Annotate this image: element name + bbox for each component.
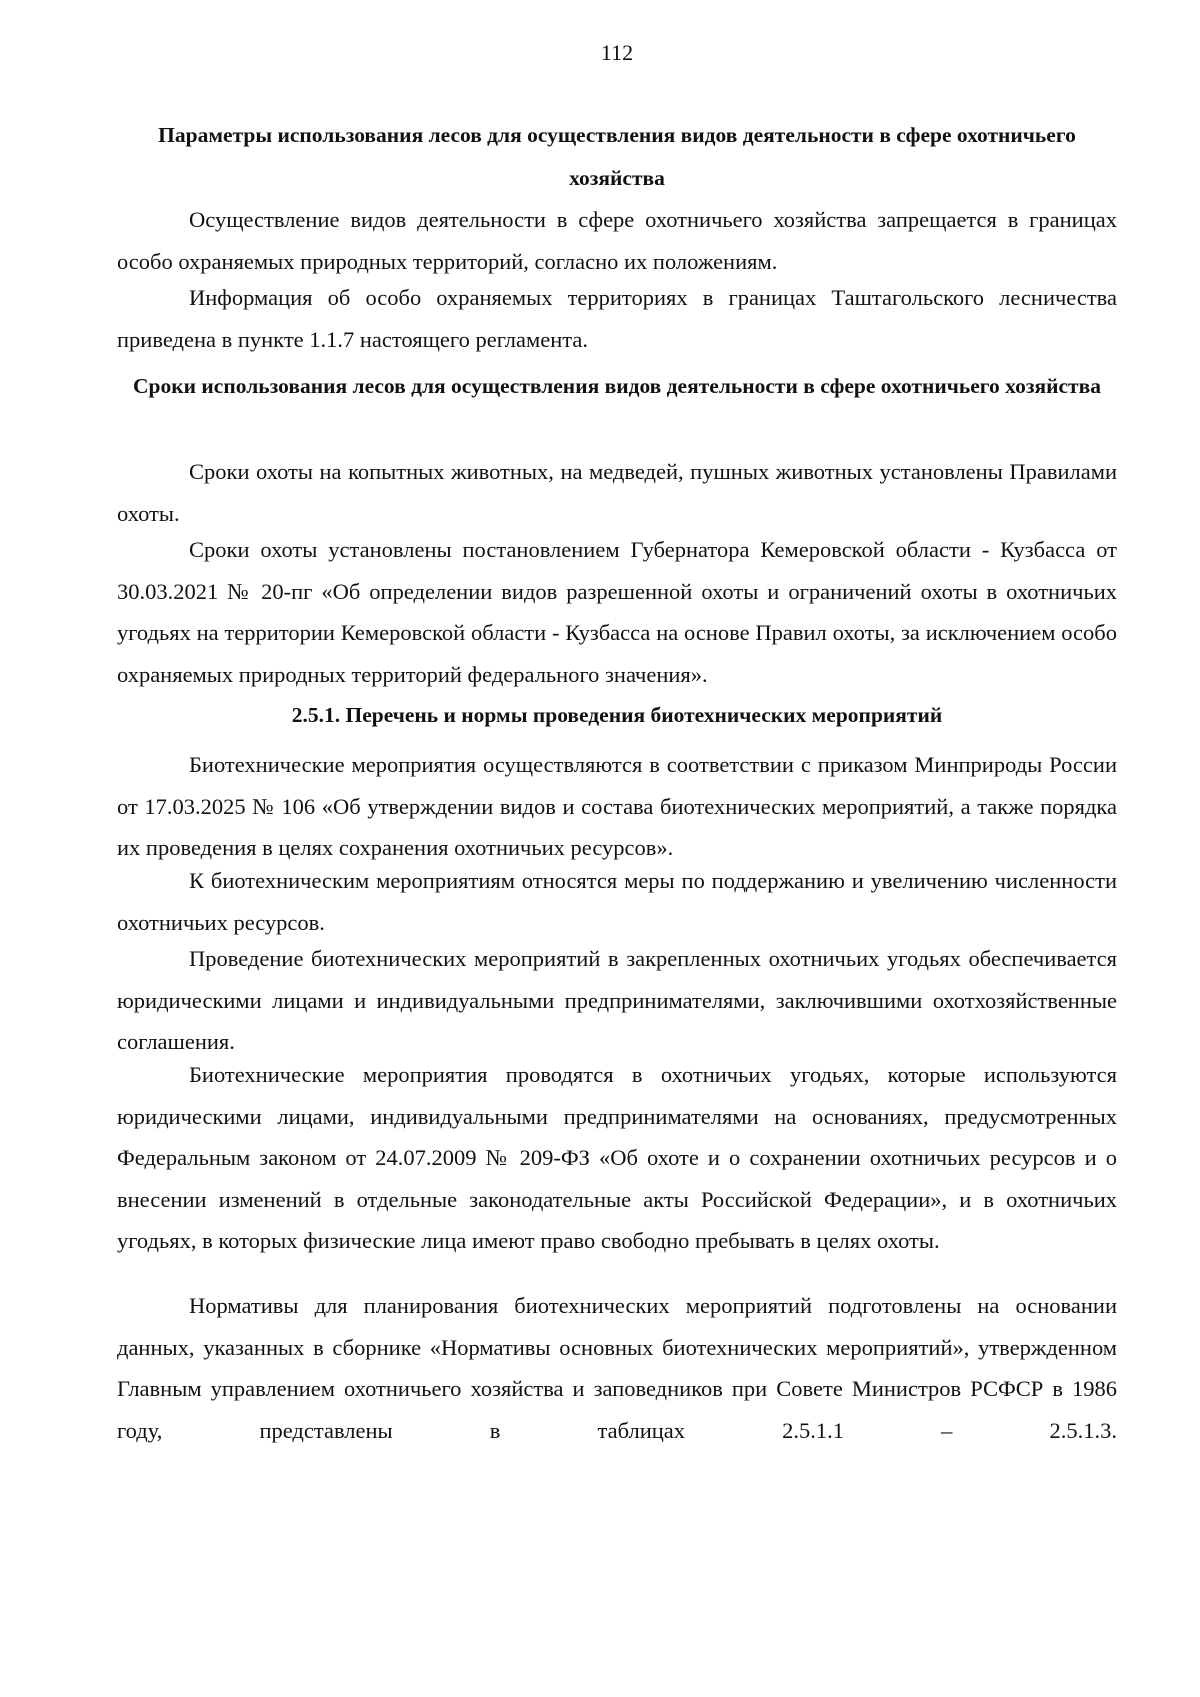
paragraph: Осуществление видов деятельности в сфере охотничьего хозяйства запрещается в границах особо охраняемых природных территорий, согласно их положениям.	[117, 207, 1117, 274]
page-number: 112	[600, 40, 634, 65]
paragraph: Проведение биотехнических мероприятий в закрепленных охотничьих угодьях обеспечивается юридическими лицами и индивидуальными предпринимателями, заключившими охотхозяйственные соглашения.	[117, 946, 1117, 1054]
paragraph: Сроки охоты на копытных животных, на медведей, пушных животных установлены Правилами охоты.	[117, 459, 1117, 526]
paragraph: Сроки охоты установлены постановлением Губернатора Кемеровской области - Кузбасса от 30.03.2021 № 20-пг «Об определении видов разрешенной охоты и ограничений охоты в охотничьих угодьях на территории Кемеровской области - Кузбасса на основе Правил охоты, за исключением особо охраняемых природных территорий федерального значения».	[117, 537, 1117, 687]
section-heading-forest-use-terms: Сроки использования лесов для осуществления видов деятельности в сфере охотничьего хозяйства	[133, 374, 1101, 398]
section-heading-forest-use-parameters: Параметры использования лесов для осуществления видов деятельности в сфере охотничьего хозяйства	[158, 123, 1076, 190]
section-heading-biotechnical-measures: 2.5.1. Перечень и нормы проведения биотехнических мероприятий	[291, 703, 943, 727]
paragraph: К биотехническим мероприятиям относятся меры по поддержанию и увеличению численности охотничьих ресурсов.	[117, 868, 1117, 935]
paragraph: Информация об особо охраняемых территориях в границах Таштагольского лесничества приведена в пункте 1.1.7 настоящего регламента.	[117, 285, 1117, 352]
paragraph: Биотехнические мероприятия осуществляются в соответствии с приказом Минприроды России от 17.03.2025 № 106 «Об утверждении видов и состава биотехнических мероприятий, а также порядка их проведения в целях сохранения охотничьих ресурсов».	[117, 752, 1117, 860]
paragraph: Биотехнические мероприятия проводятся в охотничьих угодьях, которые используются юридическими лицами, индивидуальными предпринимателями на основаниях, предусмотренных Федеральным законом от 24.07.2009 № 209-ФЗ «Об охоте и о сохранении охотничьих ресурсов и о внесении изменений в отдельные законодательные акты Российской Федерации», и в охотничьих угодьях, в которых физические лица имеют право свободно пребывать в целях охоты.	[117, 1062, 1117, 1253]
paragraph: Нормативы для планирования биотехнических мероприятий подготовлены на основании данных, указанных в сборнике «Нормативы основных биотехнических мероприятий», утвержденном Главным управлением охотничьего хозяйства и заповедников при Совете Министров РСФСР в 1986 году, представлены в таблицах 2.5.1.1 – 2.5.1.3.	[117, 1293, 1117, 1443]
